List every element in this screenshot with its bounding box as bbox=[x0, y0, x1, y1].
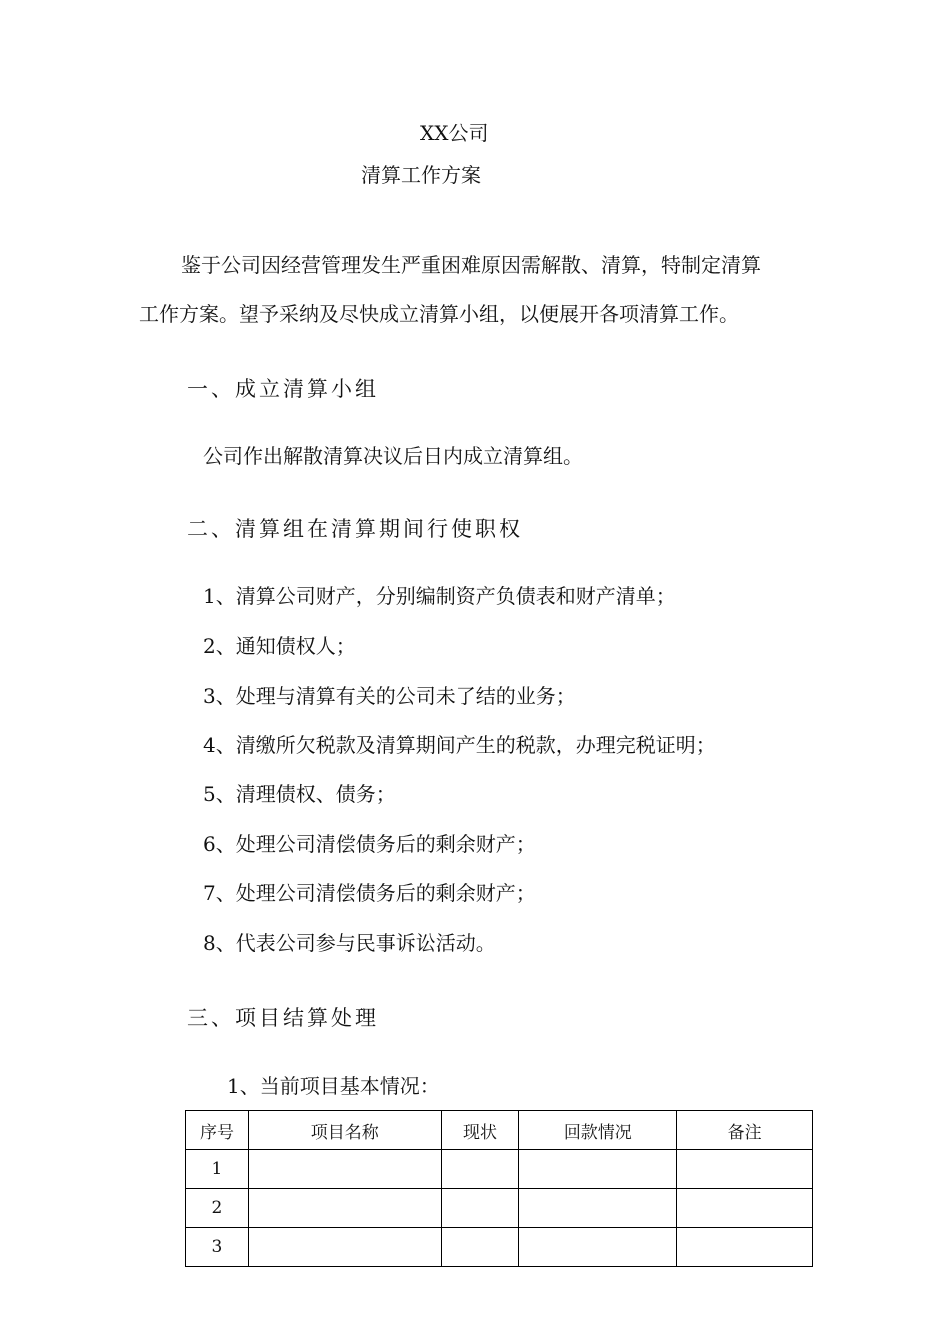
list-item: 6、处理公司清偿债务后的剩余财产； bbox=[203, 832, 536, 856]
company-title: XX公司 bbox=[420, 121, 489, 145]
list-item: 5、清理债权、债务； bbox=[203, 782, 396, 806]
row-status bbox=[441, 1189, 519, 1228]
header-status: 现状 bbox=[441, 1111, 519, 1150]
intro-line-2: 工作方案。望予采纳及尽快成立清算小组，以便展开各项清算工作。 bbox=[139, 302, 739, 326]
list-item: 3、处理与清算有关的公司未了结的业务； bbox=[203, 684, 576, 708]
row-serial-number: 2 bbox=[186, 1189, 249, 1228]
header-remarks: 备注 bbox=[677, 1111, 813, 1150]
row-payment-status bbox=[519, 1228, 677, 1267]
row-remarks bbox=[677, 1150, 813, 1189]
section-2-heading: 二、清算组在清算期间行使职权 bbox=[187, 517, 523, 541]
table-row bbox=[186, 1150, 813, 1189]
row-project-name bbox=[248, 1189, 441, 1228]
table-row bbox=[186, 1189, 813, 1228]
row-serial-number: 3 bbox=[186, 1228, 249, 1267]
section-1-heading: 一、成立清算小组 bbox=[187, 377, 379, 401]
row-project-name bbox=[248, 1228, 441, 1267]
row-project-name bbox=[248, 1150, 441, 1189]
row-remarks bbox=[677, 1228, 813, 1267]
row-remarks bbox=[677, 1189, 813, 1228]
header-project-name: 项目名称 bbox=[248, 1111, 441, 1150]
section-3-subheading: 1、当前项目基本情况： bbox=[227, 1074, 440, 1098]
list-item: 1、清算公司财产，分别编制资产负债表和财产清单； bbox=[203, 584, 676, 608]
list-item: 2、通知债权人； bbox=[203, 634, 356, 658]
project-status-table bbox=[185, 1110, 813, 1267]
row-status bbox=[441, 1150, 519, 1189]
plan-title: 清算工作方案 bbox=[361, 163, 481, 187]
table-row bbox=[186, 1228, 813, 1267]
list-item: 4、清缴所欠税款及清算期间产生的税款，办理完税证明； bbox=[203, 733, 716, 757]
row-status bbox=[441, 1228, 519, 1267]
list-item: 8、代表公司参与民事诉讼活动。 bbox=[203, 931, 496, 955]
row-payment-status bbox=[519, 1150, 677, 1189]
row-serial-number: 1 bbox=[186, 1150, 249, 1189]
section-1-text: 公司作出解散清算决议后日内成立清算组。 bbox=[203, 444, 583, 468]
header-serial-number: 序号 bbox=[186, 1111, 249, 1150]
list-item: 7、处理公司清偿债务后的剩余财产； bbox=[203, 881, 536, 905]
table-header-row bbox=[186, 1111, 813, 1150]
row-payment-status bbox=[519, 1189, 677, 1228]
intro-line-1: 鉴于公司因经营管理发生严重困难原因需解散、清算，特制定清算 bbox=[181, 253, 761, 277]
header-payment-status: 回款情况 bbox=[519, 1111, 677, 1150]
section-3-heading: 三、项目结算处理 bbox=[187, 1006, 379, 1030]
